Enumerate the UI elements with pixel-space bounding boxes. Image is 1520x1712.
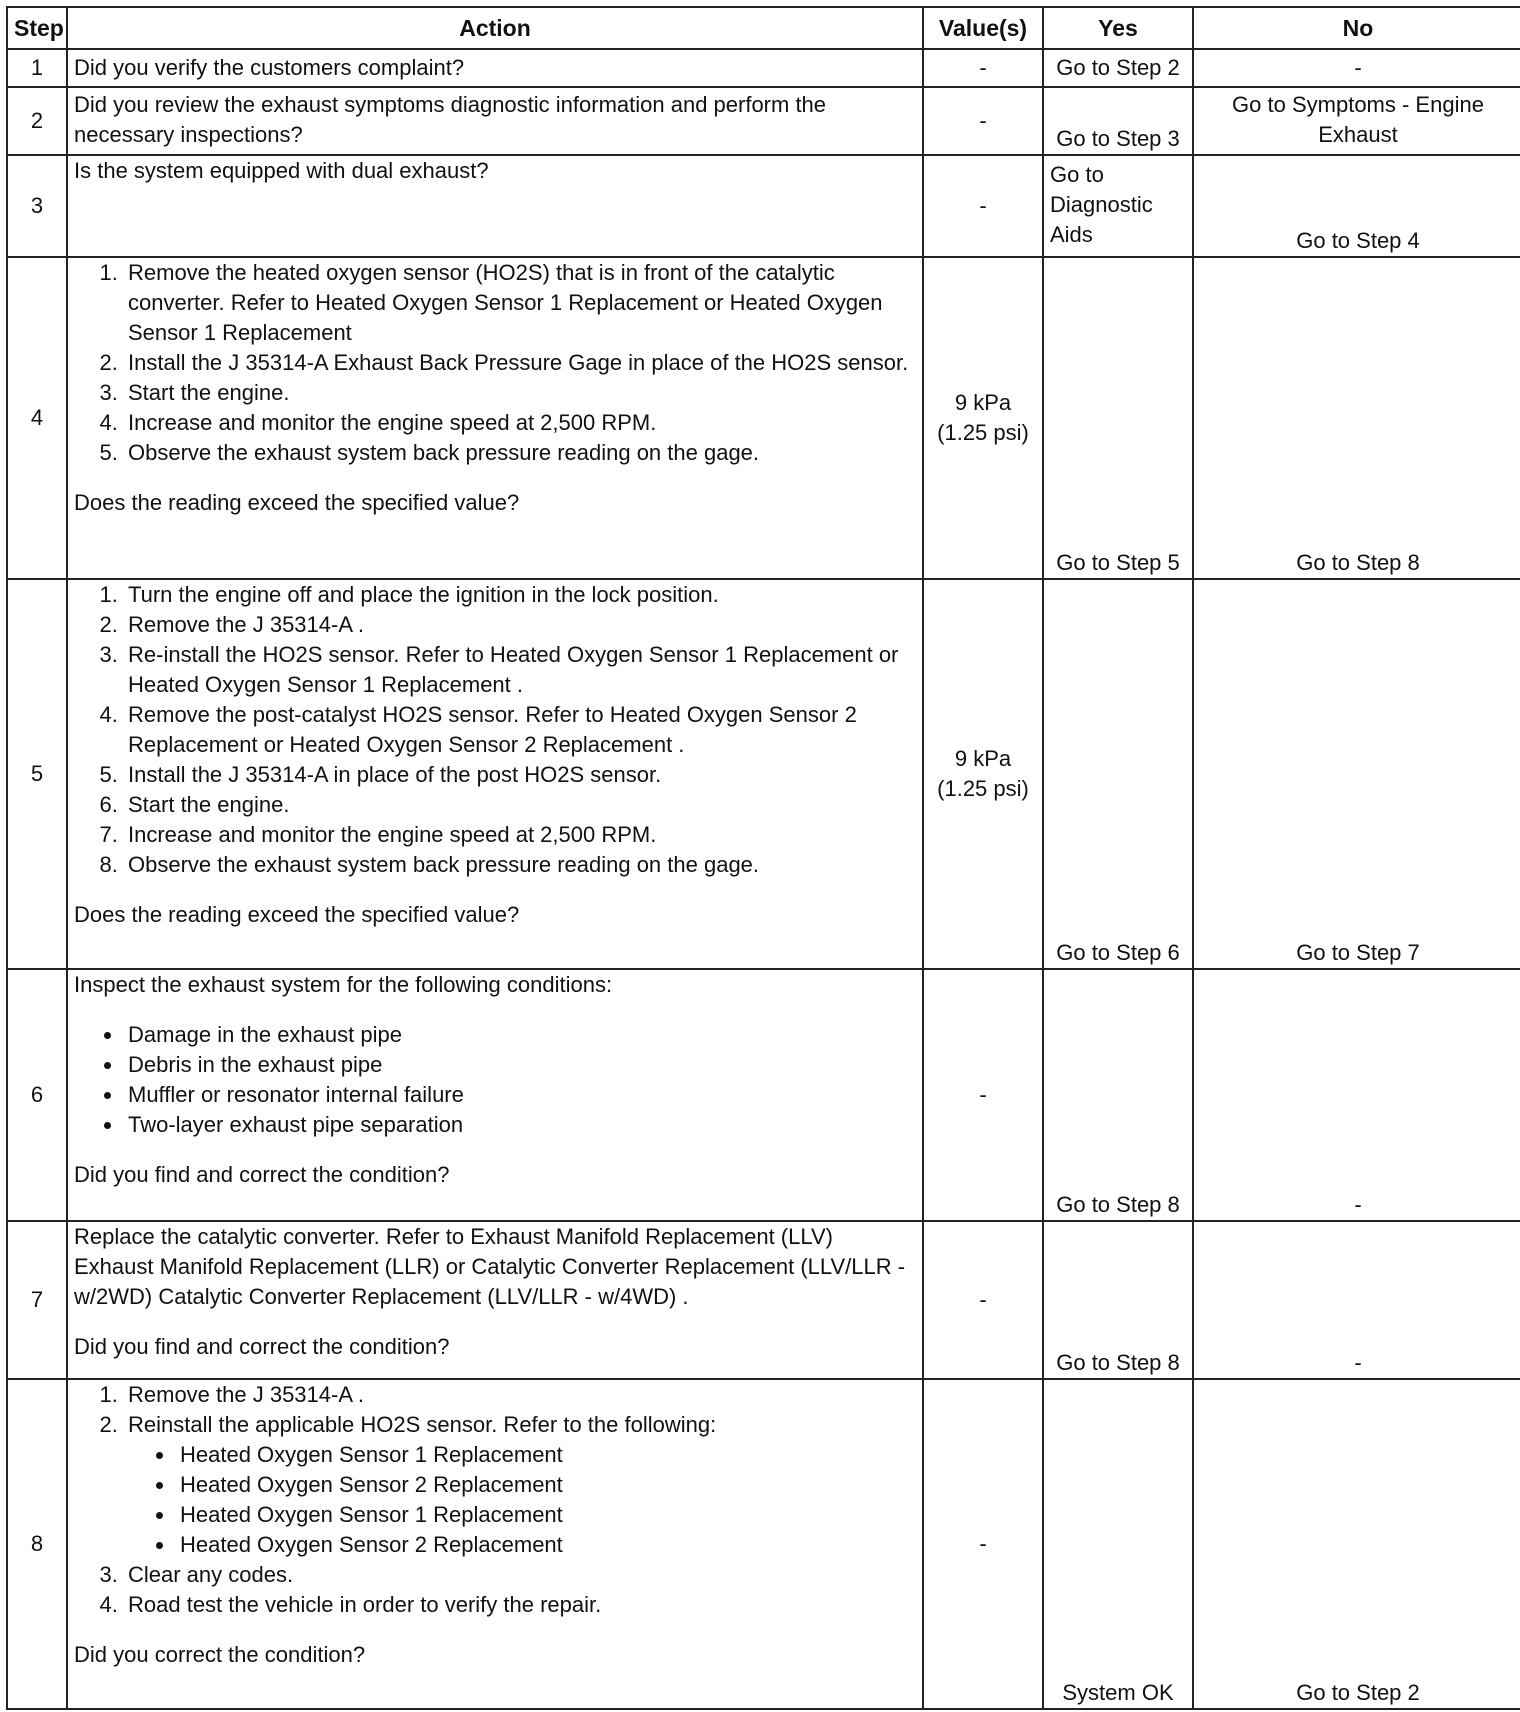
action-cell	[67, 579, 923, 969]
list-item: 3. Re-install the HO2S sensor. Refer to Heated Oxygen Sensor 1 Replacement or Heated Oxygen Sensor 1 Replacement .	[124, 640, 916, 700]
sensor-sublist	[128, 1440, 916, 1560]
diagnostic-table	[6, 6, 1520, 1710]
list-item: • Muffler or resonator internal failure	[124, 1080, 916, 1110]
list-item: 1. Remove the heated oxygen sensor (HO2S) that is in front of the catalytic converter. Refer to Heated Oxygen Sensor 1 Replacement or Heated Oxygen Sensor 1 Replacement	[124, 258, 916, 348]
value-cell: -	[923, 87, 1043, 155]
list-item: 4. Remove the post-catalyst HO2S sensor. Refer to Heated Oxygen Sensor 2 Replacement or Heated Oxygen Sensor 2 Replacement .	[124, 700, 916, 760]
header-no: No	[1193, 7, 1520, 49]
question-text: Did you find and correct the condition?	[74, 1334, 450, 1359]
table-row	[7, 257, 1520, 579]
yes-cell: Go to Step 8	[1043, 969, 1193, 1221]
list-item: 8. Observe the exhaust system back pressure reading on the gage.	[124, 850, 916, 880]
list-item: 6. Start the engine.	[124, 790, 916, 820]
question-text: Does the reading exceed the specified value?	[74, 490, 520, 515]
list-item-text: Reinstall the applicable HO2S sensor. Refer to the following:	[128, 1412, 717, 1437]
table-row	[7, 87, 1520, 155]
action-cell	[67, 1379, 923, 1709]
yes-cell: Go to Step 8	[1043, 1221, 1193, 1379]
question-text: Did you find and correct the condition?	[74, 1162, 450, 1187]
list-item: 5. Install the J 35314-A in place of the post HO2S sensor.	[124, 760, 916, 790]
action-cell: Did you review the exhaust symptoms diagnostic information and perform the necessary inspections?	[67, 87, 923, 155]
question-text: Did you correct the condition?	[74, 1642, 366, 1667]
yes-cell: System OK	[1043, 1379, 1193, 1709]
intro-text: Inspect the exhaust system for the following conditions:	[74, 972, 613, 997]
value-cell	[923, 257, 1043, 579]
step-number: 1	[7, 49, 67, 87]
value-kpa: 9 kPa	[954, 390, 1012, 415]
yes-cell: Go to Step 5	[1043, 257, 1193, 579]
no-cell: -	[1193, 49, 1520, 87]
action-cell: Is the system equipped with dual exhaust?	[67, 155, 923, 257]
value-cell	[923, 579, 1043, 969]
step-number: 8	[7, 1379, 67, 1709]
action-cell	[67, 1221, 923, 1379]
list-item: • Damage in the exhaust pipe	[124, 1020, 916, 1050]
action-cell	[67, 969, 923, 1221]
sublist-item: • Heated Oxygen Sensor 1 Replacement	[176, 1440, 916, 1470]
yes-cell: Go to Step 6	[1043, 579, 1193, 969]
value-psi: (1.25 psi)	[937, 776, 1029, 801]
no-cell: -	[1193, 969, 1520, 1221]
action-cell	[67, 257, 923, 579]
list-item: 4. Road test the vehicle in order to verify the repair.	[124, 1590, 916, 1620]
instruction-text: Replace the catalytic converter. Refer to Exhaust Manifold Replacement (LLV) Exhaust Manifold Replacement (LLR) or Catalytic Converter Replacement (LLV/LLR - w/2WD) Catalytic Converter Replacement (LLV/LLR - w/4WD) .	[74, 1224, 906, 1309]
question-text: Does the reading exceed the specified value?	[74, 902, 520, 927]
procedure-list	[74, 1380, 916, 1620]
value-cell: -	[923, 969, 1043, 1221]
value-cell: -	[923, 155, 1043, 257]
list-item: 4. Increase and monitor the engine speed at 2,500 RPM.	[124, 408, 916, 438]
action-cell: Did you verify the customers complaint?	[67, 49, 923, 87]
value-cell: -	[923, 1221, 1043, 1379]
step-number: 7	[7, 1221, 67, 1379]
list-item: 7. Increase and monitor the engine speed at 2,500 RPM.	[124, 820, 916, 850]
list-item: 3. Clear any codes.	[124, 1560, 916, 1590]
list-item: 1. Turn the engine off and place the ignition in the lock position.	[124, 580, 916, 610]
list-item: 3. Start the engine.	[124, 378, 916, 408]
no-cell: Go to Step 2	[1193, 1379, 1520, 1709]
table-row	[7, 969, 1520, 1221]
sublist-item: • Heated Oxygen Sensor 1 Replacement	[176, 1500, 916, 1530]
procedure-list	[74, 258, 916, 468]
value-kpa: 9 kPa	[954, 746, 1012, 771]
table-row	[7, 579, 1520, 969]
spacer	[74, 1000, 916, 1020]
table-row	[7, 49, 1520, 87]
condition-list	[74, 1020, 916, 1140]
yes-cell: Go to Diagnostic Aids	[1043, 155, 1193, 257]
diagnostic-table-container	[6, 6, 1520, 1710]
header-values: Value(s)	[923, 7, 1043, 49]
list-item: • Debris in the exhaust pipe	[124, 1050, 916, 1080]
no-cell: Go to Step 7	[1193, 579, 1520, 969]
header-step: Step	[7, 7, 67, 49]
step-number: 5	[7, 579, 67, 969]
sublist-item: • Heated Oxygen Sensor 2 Replacement	[176, 1470, 916, 1500]
list-item: 2. Install the J 35314-A Exhaust Back Pressure Gage in place of the HO2S sensor.	[124, 348, 916, 378]
no-cell: -	[1193, 1221, 1520, 1379]
table-row	[7, 1221, 1520, 1379]
list-item: 2. Remove the J 35314-A .	[124, 610, 916, 640]
list-item: 1. Remove the J 35314-A .	[124, 1380, 916, 1410]
header-yes: Yes	[1043, 7, 1193, 49]
step-number: 6	[7, 969, 67, 1221]
procedure-list	[74, 580, 916, 880]
table-header-row	[7, 7, 1520, 49]
header-action: Action	[67, 7, 923, 49]
sublist-item: • Heated Oxygen Sensor 2 Replacement	[176, 1530, 916, 1560]
value-cell: -	[923, 1379, 1043, 1709]
yes-cell: Go to Step 3	[1043, 87, 1193, 155]
no-cell: Go to Step 8	[1193, 257, 1520, 579]
table-row	[7, 1379, 1520, 1709]
value-psi: (1.25 psi)	[937, 420, 1029, 445]
step-number: 2	[7, 87, 67, 155]
list-item: 5. Observe the exhaust system back pressure reading on the gage.	[124, 438, 916, 468]
step-number: 3	[7, 155, 67, 257]
no-cell: Go to Symptoms - Engine Exhaust	[1193, 87, 1520, 155]
yes-cell: Go to Step 2	[1043, 49, 1193, 87]
table-row	[7, 155, 1520, 257]
list-item	[124, 1410, 916, 1560]
step-number: 4	[7, 257, 67, 579]
list-item: • Two-layer exhaust pipe separation	[124, 1110, 916, 1140]
value-cell: -	[923, 49, 1043, 87]
no-cell: Go to Step 4	[1193, 155, 1520, 257]
